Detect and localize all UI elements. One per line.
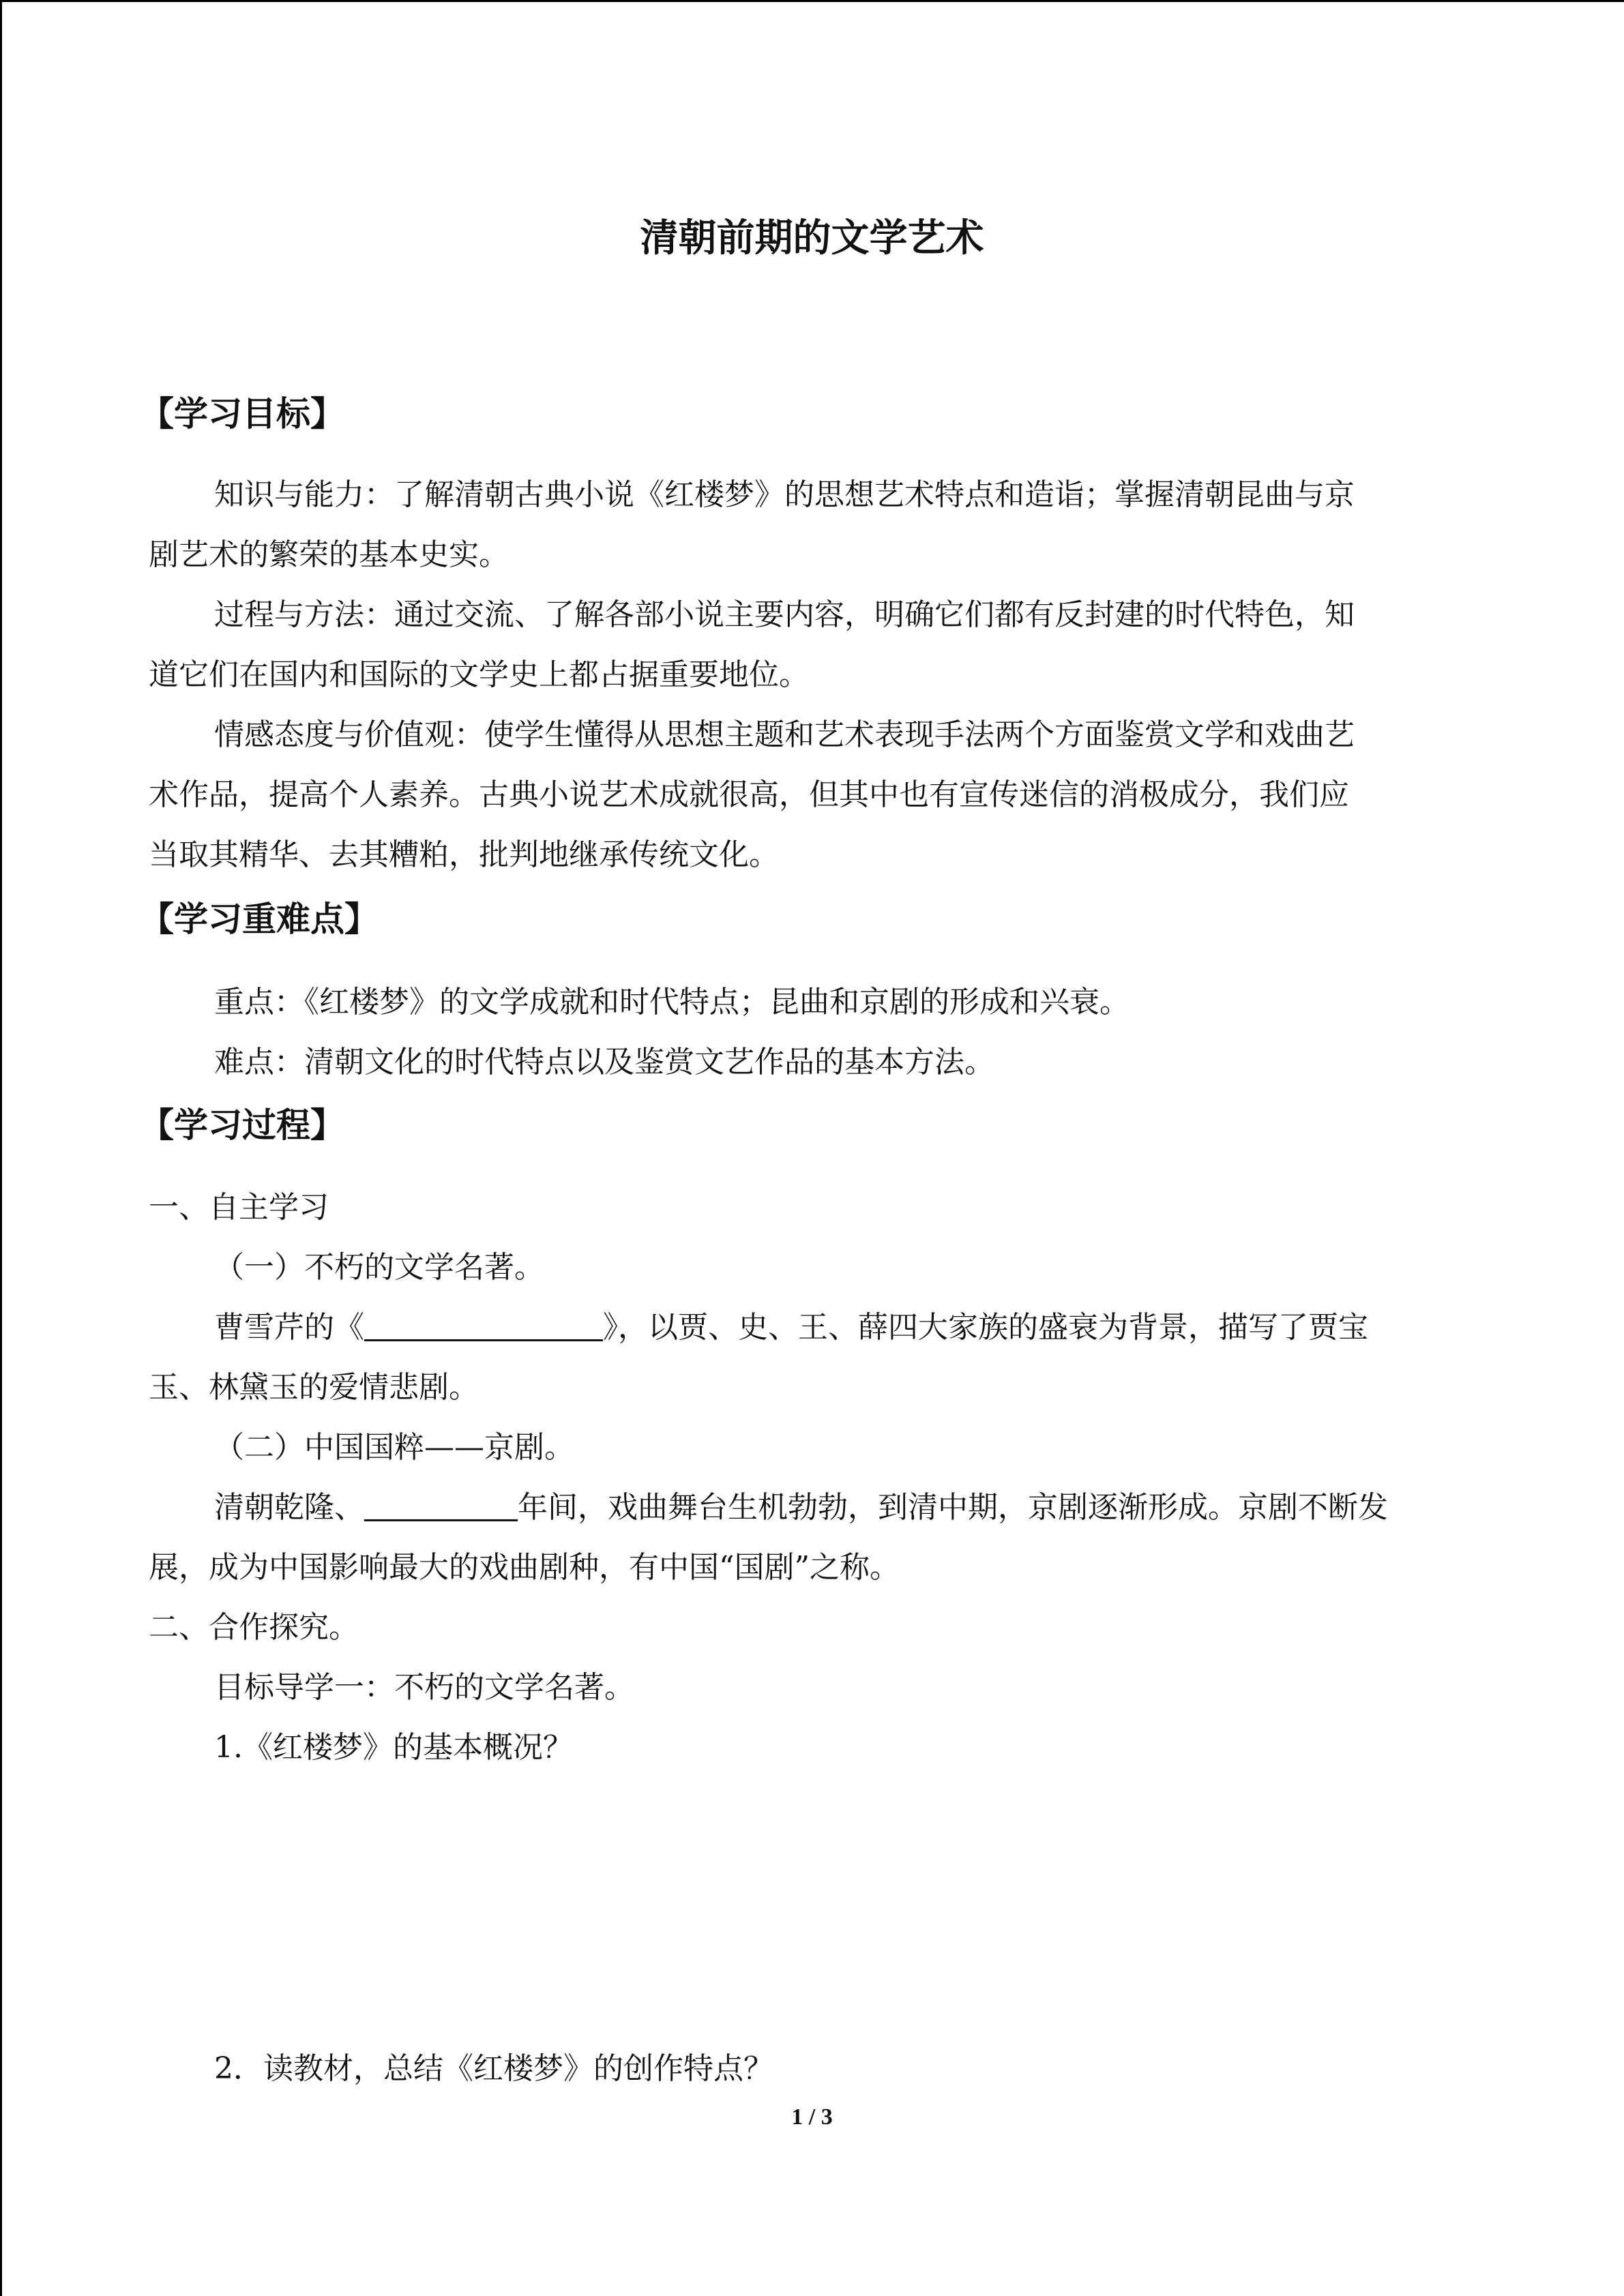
key-points-body	[149, 972, 1458, 1092]
fill-blank-line-1	[149, 1298, 1458, 1358]
fill2-prefix: 清朝乾隆、	[214, 1490, 364, 1525]
objective-method-line-1: 过程与方法：通过交流、了解各部小说主要内容，明确它们都有反封建的时代特色，知	[214, 597, 1355, 632]
objective-knowledge-line-1: 知识与能力：了解清朝古典小说《红楼梦》的思想艺术特点和造诣；掌握清朝昆曲与京	[214, 477, 1355, 512]
fill1-suffix: 》，以贾、史、王、薛四大家族的盛衰为背景，描写了贾宝	[603, 1310, 1368, 1345]
heading-process: 【学习过程】	[140, 1105, 344, 1145]
goal-heading-1: 目标导学一：不朽的文学名著。	[214, 1670, 634, 1705]
fill-blank-answer-1[interactable]	[364, 1339, 603, 1341]
key-point-line: 重点：《红楼梦》的文学成就和时代特点；昆曲和京剧的形成和兴衰。	[214, 985, 1130, 1019]
fill-blank-line-2-cont: 展，成为中国影响最大的戏曲剧种，有中国“国剧”之称。	[149, 1550, 900, 1585]
page-number: 1 / 3	[791, 2104, 833, 2130]
heading-objectives: 【学习目标】	[140, 394, 344, 434]
heading-key-points: 【学习重难点】	[140, 899, 379, 939]
fill-blank-line-1-cont: 玉、林黛玉的爱情悲剧。	[149, 1370, 479, 1405]
question-2-block	[149, 2039, 1458, 2099]
process-body	[149, 1178, 1458, 1778]
objective-attitude-line-2: 术作品，提高个人素养。古典小说艺术成就很高，但其中也有宣传迷信的消极成分，我们应	[149, 777, 1349, 812]
question-2: 2．读教材，总结《红楼梦》的创作特点？	[214, 2051, 773, 2086]
fill2-suffix: 年间，戏曲舞台生机勃勃，到清中期，京剧逐渐形成。京剧不断发	[518, 1490, 1388, 1525]
question-1: 1.《红楼梦》的基本概况？	[214, 1730, 573, 1765]
objectives-body	[149, 465, 1458, 885]
objective-attitude-line-1: 情感态度与价值观：使学生懂得从思想主题和艺术表现手法两个方面鉴赏文学和戏曲艺	[214, 717, 1355, 752]
part-cooperative-inquiry: 二、合作探究。	[149, 1610, 359, 1645]
part-self-study: 一、自主学习	[149, 1190, 329, 1225]
objective-method-line-2: 道它们在国内和国际的文学史上都占据重要地位。	[149, 657, 809, 692]
fill-blank-answer-2[interactable]	[364, 1519, 518, 1521]
fill1-prefix: 曹雪芹的《	[214, 1310, 364, 1345]
difficult-point-line: 难点：清朝文化的时代特点以及鉴赏文艺作品的基本方法。	[214, 1045, 994, 1079]
fill-blank-line-2	[149, 1478, 1458, 1538]
subheading-peking-opera: （二）中国国粹——京剧。	[214, 1430, 574, 1465]
objective-attitude-line-3: 当取其精华、去其糟粕，批判地继承传统文化。	[149, 837, 779, 872]
subheading-literature: （一）不朽的文学名著。	[214, 1250, 544, 1285]
page-title: 清朝前期的文学艺术	[640, 216, 984, 260]
objective-knowledge-line-2: 剧艺术的繁荣的基本史实。	[149, 537, 509, 572]
